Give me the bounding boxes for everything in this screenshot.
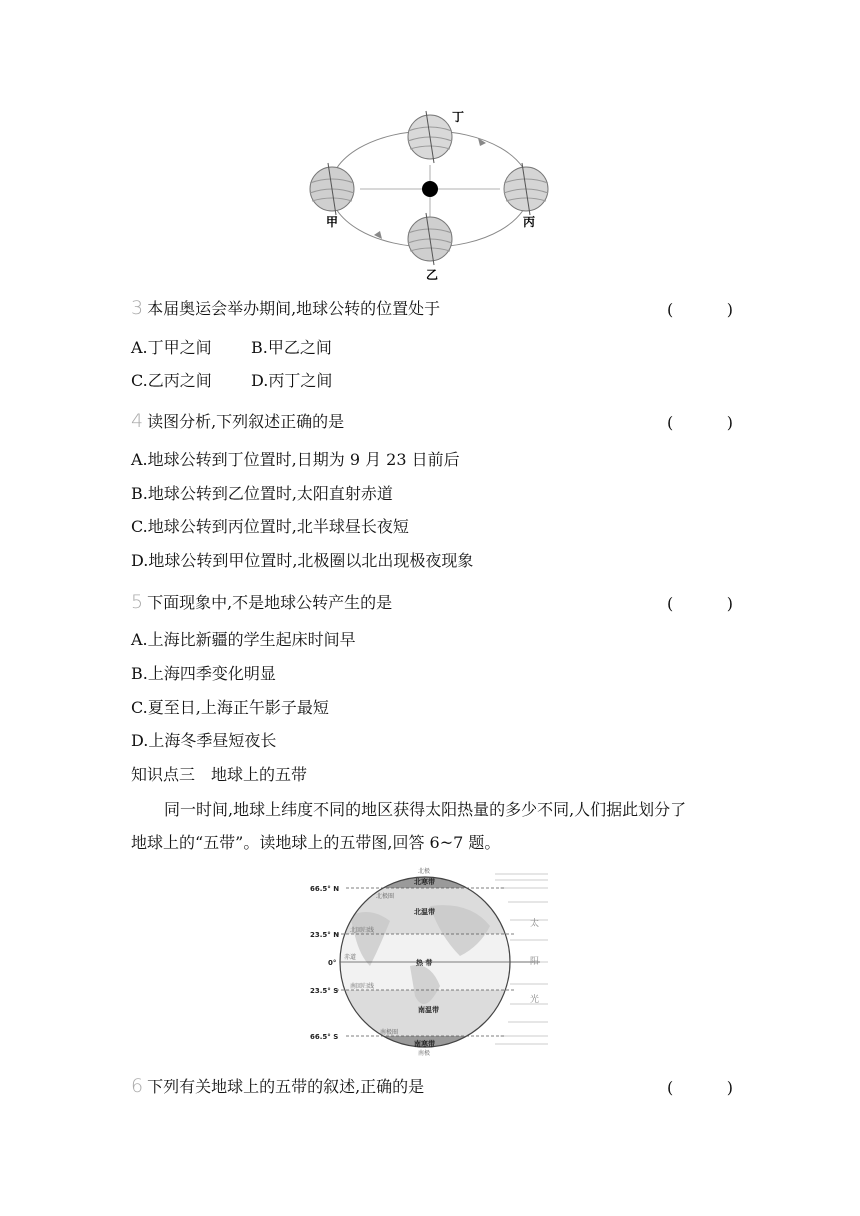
lat-label: 66.5° S bbox=[310, 1033, 339, 1041]
option-d[interactable]: D.丙丁之间 bbox=[251, 371, 333, 390]
label-bing: 丙 bbox=[523, 215, 536, 229]
option-c[interactable]: C.乙丙之间 bbox=[131, 371, 212, 390]
option-b[interactable]: B.甲乙之间 bbox=[251, 338, 332, 357]
paragraph-line-1: 同一时间,地球上纬度不同的地区获得太阳热量的多少不同,人们据此划分了 bbox=[164, 800, 687, 819]
option-row bbox=[131, 338, 332, 358]
option-d[interactable]: D.地球公转到甲位置时,北极圈以北出现极夜现象 bbox=[131, 551, 474, 570]
label-yi: 乙 bbox=[426, 268, 439, 282]
label-ding: 丁 bbox=[452, 110, 465, 124]
answer-parentheses[interactable]: ( ) bbox=[667, 300, 733, 319]
zone-name: 南寒带 bbox=[414, 1040, 435, 1048]
pole-label: 北极 bbox=[418, 868, 431, 875]
globe-bing bbox=[504, 163, 548, 215]
pole-label: 南极 bbox=[418, 1050, 431, 1057]
question-4 bbox=[131, 411, 344, 432]
question-stem: 下列有关地球上的五带的叙述,正确的是 bbox=[147, 1077, 425, 1096]
line-name: 赤道 bbox=[344, 954, 357, 961]
answer-parentheses[interactable]: ( ) bbox=[667, 1078, 733, 1097]
globe-jia bbox=[310, 163, 354, 215]
option-b[interactable]: B.地球公转到乙位置时,太阳直射赤道 bbox=[131, 484, 393, 503]
lat-label: 23.5° S bbox=[310, 987, 339, 995]
answer-parentheses[interactable]: ( ) bbox=[667, 594, 733, 613]
option-row bbox=[131, 371, 332, 391]
sunlight-label: 阳 bbox=[530, 957, 540, 967]
line-name: 南回归线 bbox=[350, 983, 375, 990]
option-c[interactable]: C.地球公转到丙位置时,北半球昼长夜短 bbox=[131, 517, 409, 536]
question-3 bbox=[131, 298, 440, 319]
line-name: 北回归线 bbox=[350, 927, 375, 934]
question-stem: 读图分析,下列叙述正确的是 bbox=[147, 412, 345, 431]
sunlight-label: 光 bbox=[530, 995, 540, 1005]
paragraph-line-2: 地球上的“五带”。读地球上的五带图,回答 6~7 题。 bbox=[131, 833, 501, 852]
zone-name: 北温带 bbox=[414, 908, 435, 916]
five-zones-diagram bbox=[310, 866, 550, 1058]
sunlight-label: 太 bbox=[530, 919, 540, 929]
option-a[interactable]: A.丁甲之间 bbox=[131, 338, 212, 357]
line-name: 南极圈 bbox=[380, 1029, 399, 1036]
label-jia: 甲 bbox=[326, 215, 339, 229]
question-number: 6 bbox=[131, 1075, 144, 1097]
question-number: 5 bbox=[131, 591, 144, 613]
option-a[interactable]: A.地球公转到丁位置时,日期为 9 月 23 日前后 bbox=[131, 450, 460, 469]
option-d[interactable]: D.上海冬季昼短夜长 bbox=[131, 731, 277, 750]
question-stem: 下面现象中,不是地球公转产生的是 bbox=[147, 593, 393, 612]
question-stem: 本届奥运会举办期间,地球公转的位置处于 bbox=[147, 299, 441, 318]
zone-name: 北寒带 bbox=[414, 878, 435, 886]
orbit-diagram bbox=[300, 105, 560, 285]
answer-parentheses[interactable]: ( ) bbox=[667, 413, 733, 432]
question-6 bbox=[131, 1076, 424, 1097]
question-number: 3 bbox=[131, 297, 144, 319]
lat-label: 23.5° N bbox=[310, 931, 340, 939]
option-a[interactable]: A.上海比新疆的学生起床时间早 bbox=[131, 630, 356, 649]
option-c[interactable]: C.夏至日,上海正午影子最短 bbox=[131, 698, 329, 717]
section-heading: 知识点三 地球上的五带 bbox=[131, 765, 308, 784]
sun bbox=[422, 181, 438, 197]
globe-ding bbox=[408, 111, 452, 163]
lat-label: 66.5° N bbox=[310, 885, 340, 893]
line-name: 北极圈 bbox=[376, 893, 395, 900]
lat-label: 0° bbox=[328, 959, 337, 967]
zone-name: 南温带 bbox=[418, 1006, 439, 1014]
globe-yi bbox=[408, 213, 452, 265]
question-5 bbox=[131, 592, 392, 613]
option-b[interactable]: B.上海四季变化明显 bbox=[131, 664, 276, 683]
question-number: 4 bbox=[131, 410, 144, 432]
zone-name: 热 带 bbox=[416, 959, 433, 967]
